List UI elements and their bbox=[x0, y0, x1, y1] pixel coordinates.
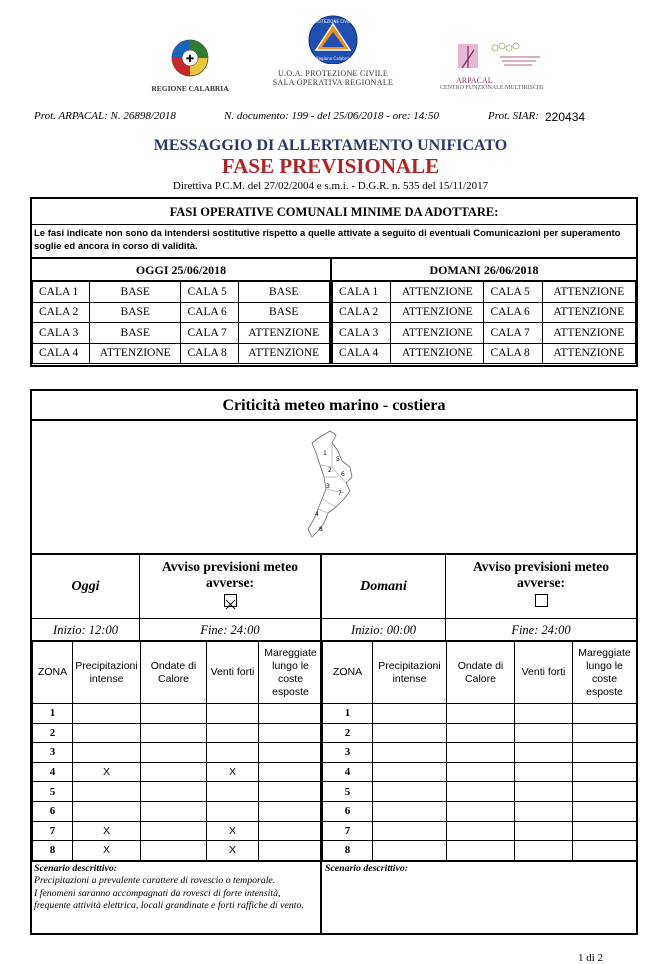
zone-flag bbox=[141, 743, 207, 763]
cfm-label: CENTRO FUNZIONALE MULTIRISCHI bbox=[440, 85, 544, 91]
zone-flag bbox=[573, 762, 637, 782]
today-scenario bbox=[32, 862, 322, 933]
column-header: ZONA bbox=[33, 642, 73, 704]
tomorrow-phases bbox=[332, 259, 636, 364]
zone-flag: X bbox=[73, 841, 141, 861]
cala-zone: CALA 8 bbox=[181, 343, 238, 364]
title-unified-alert: MESSAGGIO DI ALLERTAMENTO UNIFICATO bbox=[153, 137, 508, 154]
zone-row bbox=[33, 762, 323, 782]
map-zone-2: 2 bbox=[328, 467, 332, 474]
zone-flag bbox=[447, 743, 515, 763]
arpacal-label: ARPACAL bbox=[456, 76, 493, 85]
zone-flag bbox=[259, 762, 323, 782]
zone-number: 4 bbox=[33, 762, 73, 782]
column-header: Ondate di Calore bbox=[141, 642, 207, 704]
cala-zone: CALA 1 bbox=[333, 282, 391, 303]
zone-number: 8 bbox=[323, 841, 373, 861]
zone-flag bbox=[259, 782, 323, 802]
phase-level: ATTENZIONE bbox=[90, 343, 181, 364]
today-start: Inizio: 12:00 bbox=[32, 619, 140, 640]
zone-row bbox=[33, 782, 323, 802]
zone-number: 6 bbox=[33, 801, 73, 821]
column-header: Ondate di Calore bbox=[447, 642, 515, 704]
map-zone-5: 5 bbox=[336, 456, 340, 463]
zone-row bbox=[323, 743, 637, 763]
zone-flag bbox=[207, 704, 259, 724]
zone-number: 2 bbox=[323, 723, 373, 743]
zone-row bbox=[33, 704, 323, 724]
column-header: Mareggiate lungo le coste esposte bbox=[259, 642, 323, 704]
regione-calabria-logo bbox=[150, 38, 230, 93]
zone-row bbox=[33, 821, 323, 841]
zone-flag bbox=[373, 704, 447, 724]
cala-zone: CALA 6 bbox=[484, 302, 542, 323]
phase-level: ATTENZIONE bbox=[391, 282, 484, 303]
today-zone-header-row bbox=[33, 642, 323, 704]
zone-flag: X bbox=[207, 841, 259, 861]
zone-row bbox=[33, 801, 323, 821]
zone-number: 1 bbox=[323, 704, 373, 724]
zone-row bbox=[323, 782, 637, 802]
map-zone-1: 1 bbox=[323, 450, 327, 457]
zone-row bbox=[323, 821, 637, 841]
zone-flag bbox=[259, 723, 323, 743]
phase-level: BASE bbox=[90, 323, 181, 344]
zone-row bbox=[33, 723, 323, 743]
today-scenario-text-1: Precipitazioni a prevalente carattere di rovescio o temporale. bbox=[34, 875, 276, 887]
column-header: Precipitazioni intense bbox=[373, 642, 447, 704]
zone-flag bbox=[573, 841, 637, 861]
zone-flag bbox=[573, 723, 637, 743]
cala-zone: CALA 4 bbox=[333, 343, 391, 364]
zone-flag bbox=[259, 821, 323, 841]
phase-level: ATTENZIONE bbox=[542, 343, 635, 364]
zone-flag bbox=[447, 704, 515, 724]
svg-text:✚: ✚ bbox=[185, 54, 195, 65]
phase-level: ATTENZIONE bbox=[391, 343, 484, 364]
checkbox-x-icon bbox=[225, 599, 236, 610]
phase-level: ATTENZIONE bbox=[542, 302, 635, 323]
title-forecast-phase: FASE PREVISIONALE bbox=[221, 154, 440, 178]
zone-flag bbox=[515, 723, 573, 743]
today-label: Oggi bbox=[32, 555, 140, 618]
cala-zone: CALA 4 bbox=[33, 343, 90, 364]
tomorrow-phases-table bbox=[332, 281, 636, 364]
zone-row bbox=[323, 723, 637, 743]
zone-flag bbox=[515, 821, 573, 841]
protezione-civile-badge-top: PROTEZIONE CIVILE bbox=[313, 19, 353, 24]
zone-row bbox=[33, 743, 323, 763]
zone-flag: X bbox=[207, 762, 259, 782]
zone-flag bbox=[447, 821, 515, 841]
zone-flag bbox=[373, 782, 447, 802]
zone-flag bbox=[373, 821, 447, 841]
phases-heading: FASI OPERATIVE COMUNALI MINIME DA ADOTTARE: bbox=[32, 199, 636, 225]
zone-number: 2 bbox=[33, 723, 73, 743]
cala-zone: CALA 8 bbox=[484, 343, 542, 364]
document-number: N. documento: 199 - del 25/06/2018 - ore: 14:50 bbox=[224, 110, 439, 122]
zone-flag bbox=[259, 841, 323, 861]
phase-level: ATTENZIONE bbox=[238, 323, 330, 344]
today-cala-row bbox=[33, 343, 330, 364]
zone-flag bbox=[207, 782, 259, 802]
zone-flag bbox=[141, 801, 207, 821]
zone-flag bbox=[373, 743, 447, 763]
zone-flag bbox=[373, 841, 447, 861]
map-zone-7: 7 bbox=[338, 490, 342, 497]
regione-calabria-label: REGIONE CALABRIA bbox=[151, 84, 229, 93]
title-directive: Direttiva P.C.M. del 27/02/2004 e s.m.i. - D.G.R. n. 535 del 15/11/2017 bbox=[172, 180, 489, 192]
tomorrow-avviso-line1: Avviso previsioni meteo bbox=[473, 559, 609, 574]
column-header: Precipitazioni intense bbox=[73, 642, 141, 704]
cala-zone: CALA 3 bbox=[33, 323, 90, 344]
phase-level: BASE bbox=[238, 282, 330, 303]
zone-flag bbox=[259, 743, 323, 763]
zone-number: 1 bbox=[33, 704, 73, 724]
today-phases bbox=[32, 259, 332, 364]
tomorrow-avviso-checkbox[interactable] bbox=[535, 594, 548, 607]
meteo-box bbox=[30, 389, 638, 935]
zone-flag bbox=[73, 723, 141, 743]
tomorrow-start: Inizio: 00:00 bbox=[322, 619, 446, 640]
tomorrow-scenario-label: Scenario descrittivo: bbox=[325, 862, 408, 874]
column-header: Venti forti bbox=[207, 642, 259, 704]
today-avviso bbox=[140, 555, 322, 618]
calabria-map bbox=[32, 421, 636, 555]
zone-flag bbox=[573, 801, 637, 821]
today-phases-title: OGGI 25/06/2018 bbox=[32, 259, 330, 281]
zone-row bbox=[33, 841, 323, 861]
phases-box bbox=[30, 197, 638, 367]
today-phases-table bbox=[32, 281, 330, 364]
phase-level: ATTENZIONE bbox=[391, 302, 484, 323]
zone-flag bbox=[73, 743, 141, 763]
zone-number: 7 bbox=[33, 821, 73, 841]
zone-number: 8 bbox=[33, 841, 73, 861]
zone-flag bbox=[141, 762, 207, 782]
today-scenario-text-2: I fenomeni saranno accompagnati da rovesci di forte intensità, frequente attività elettrica, locali grandinate e forti raffiche di vento. bbox=[34, 887, 304, 912]
today-avviso-line1: Avviso previsioni meteo bbox=[162, 559, 298, 574]
zone-flag bbox=[259, 801, 323, 821]
page-number: 1 di 2 bbox=[578, 952, 604, 964]
zone-flag bbox=[515, 762, 573, 782]
today-cala-row bbox=[33, 323, 330, 344]
today-zone-table bbox=[32, 641, 323, 861]
cala-zone: CALA 5 bbox=[484, 282, 542, 303]
tomorrow-avviso-line2: avverse: bbox=[517, 575, 565, 590]
tomorrow-cala-row bbox=[333, 323, 636, 344]
prot-siar-value: 220434 bbox=[545, 110, 586, 124]
zone-flag bbox=[259, 704, 323, 724]
zone-flag bbox=[373, 723, 447, 743]
tomorrow-zone-table bbox=[322, 641, 637, 861]
cala-zone: CALA 2 bbox=[33, 302, 90, 323]
zone-row bbox=[323, 801, 637, 821]
tomorrow-scenario bbox=[322, 862, 636, 933]
phase-level: BASE bbox=[238, 302, 330, 323]
zone-flag bbox=[515, 782, 573, 802]
sala-operativa-label: SALA OPERATIVA REGIONALE bbox=[272, 78, 394, 87]
zone-flag bbox=[141, 704, 207, 724]
tomorrow-zone-header-row bbox=[323, 642, 637, 704]
column-header: Venti forti bbox=[515, 642, 573, 704]
zone-flag bbox=[447, 841, 515, 861]
tomorrow-label: Domani bbox=[322, 555, 446, 618]
zone-flag bbox=[573, 743, 637, 763]
arpacal-logo bbox=[440, 40, 560, 95]
zone-flag bbox=[515, 743, 573, 763]
zone-row bbox=[323, 762, 637, 782]
prot-arpacal: Prot. ARPACAL: N. 26898/2018 bbox=[34, 110, 176, 122]
zone-flag bbox=[447, 782, 515, 802]
tomorrow-phases-title: DOMANI 26/06/2018 bbox=[332, 259, 636, 281]
prot-siar-label: Prot. SIAR: bbox=[488, 110, 539, 122]
cala-zone: CALA 6 bbox=[181, 302, 238, 323]
zone-flag bbox=[141, 782, 207, 802]
phase-level: BASE bbox=[90, 302, 181, 323]
zone-flag bbox=[73, 704, 141, 724]
phase-level: ATTENZIONE bbox=[542, 323, 635, 344]
cala-zone: CALA 7 bbox=[484, 323, 542, 344]
tomorrow-cala-row bbox=[333, 302, 636, 323]
zone-flag bbox=[515, 841, 573, 861]
zone-flag bbox=[573, 782, 637, 802]
today-avviso-checkbox[interactable] bbox=[224, 594, 237, 607]
phases-note: Le fasi indicate non sono da intendersi sostitutive rispetto a quelle attivate a seguito di eventuali Comunicazioni per superamento soglie ed ancora in corso di validità. bbox=[32, 225, 636, 259]
zone-row bbox=[323, 841, 637, 861]
zone-flag bbox=[573, 821, 637, 841]
cala-zone: CALA 1 bbox=[33, 282, 90, 303]
cala-zone: CALA 2 bbox=[333, 302, 391, 323]
zone-flag bbox=[447, 723, 515, 743]
zone-flag bbox=[373, 762, 447, 782]
zone-flag bbox=[141, 841, 207, 861]
zone-number: 3 bbox=[33, 743, 73, 763]
map-zone-6: 6 bbox=[341, 471, 345, 478]
uoa-label: U.O.A. PROTEZIONE CIVILE bbox=[277, 69, 389, 78]
zone-number: 5 bbox=[323, 782, 373, 802]
column-header: Mareggiate lungo le coste esposte bbox=[573, 642, 637, 704]
zone-flag bbox=[573, 704, 637, 724]
protezione-civile-badge-bottom: Regione Calabria bbox=[316, 56, 350, 61]
zone-number: 7 bbox=[323, 821, 373, 841]
zone-number: 5 bbox=[33, 782, 73, 802]
zone-flag bbox=[447, 762, 515, 782]
zone-number: 4 bbox=[323, 762, 373, 782]
tomorrow-cala-row bbox=[333, 343, 636, 364]
phase-level: ATTENZIONE bbox=[542, 282, 635, 303]
column-header: ZONA bbox=[323, 642, 373, 704]
phase-level: BASE bbox=[90, 282, 181, 303]
today-cala-row bbox=[33, 302, 330, 323]
cala-zone: CALA 3 bbox=[333, 323, 391, 344]
zone-flag bbox=[447, 801, 515, 821]
zone-flag bbox=[207, 801, 259, 821]
meteo-heading: Criticità meteo marino - costiera bbox=[32, 391, 636, 421]
cala-zone: CALA 5 bbox=[181, 282, 238, 303]
zone-flag bbox=[515, 704, 573, 724]
tomorrow-end: Fine: 24:00 bbox=[511, 623, 571, 637]
zone-flag bbox=[515, 801, 573, 821]
map-zone-8: 8 bbox=[319, 526, 323, 533]
zone-flag: X bbox=[73, 821, 141, 841]
zone-flag bbox=[73, 801, 141, 821]
tomorrow-avviso bbox=[446, 555, 636, 618]
map-zone-3: 3 bbox=[326, 483, 330, 490]
zone-flag bbox=[207, 723, 259, 743]
zone-row bbox=[323, 704, 637, 724]
zone-flag bbox=[141, 723, 207, 743]
zone-flag: X bbox=[207, 821, 259, 841]
zone-number: 6 bbox=[323, 801, 373, 821]
map-zone-4: 4 bbox=[315, 511, 319, 518]
zone-flag bbox=[141, 821, 207, 841]
phase-level: ATTENZIONE bbox=[238, 343, 330, 364]
protezione-civile-logo bbox=[268, 14, 398, 92]
zone-flag: X bbox=[73, 762, 141, 782]
today-cala-row bbox=[33, 282, 330, 303]
zone-flag bbox=[207, 743, 259, 763]
phase-level: ATTENZIONE bbox=[391, 323, 484, 344]
zone-flag bbox=[373, 801, 447, 821]
today-avviso-line2: avverse: bbox=[206, 575, 254, 590]
tomorrow-cala-row bbox=[333, 282, 636, 303]
today-end: Fine: 24:00 bbox=[140, 619, 322, 640]
zone-number: 3 bbox=[323, 743, 373, 763]
zone-flag bbox=[73, 782, 141, 802]
cala-zone: CALA 7 bbox=[181, 323, 238, 344]
today-scenario-label: Scenario descrittivo: bbox=[34, 862, 117, 874]
